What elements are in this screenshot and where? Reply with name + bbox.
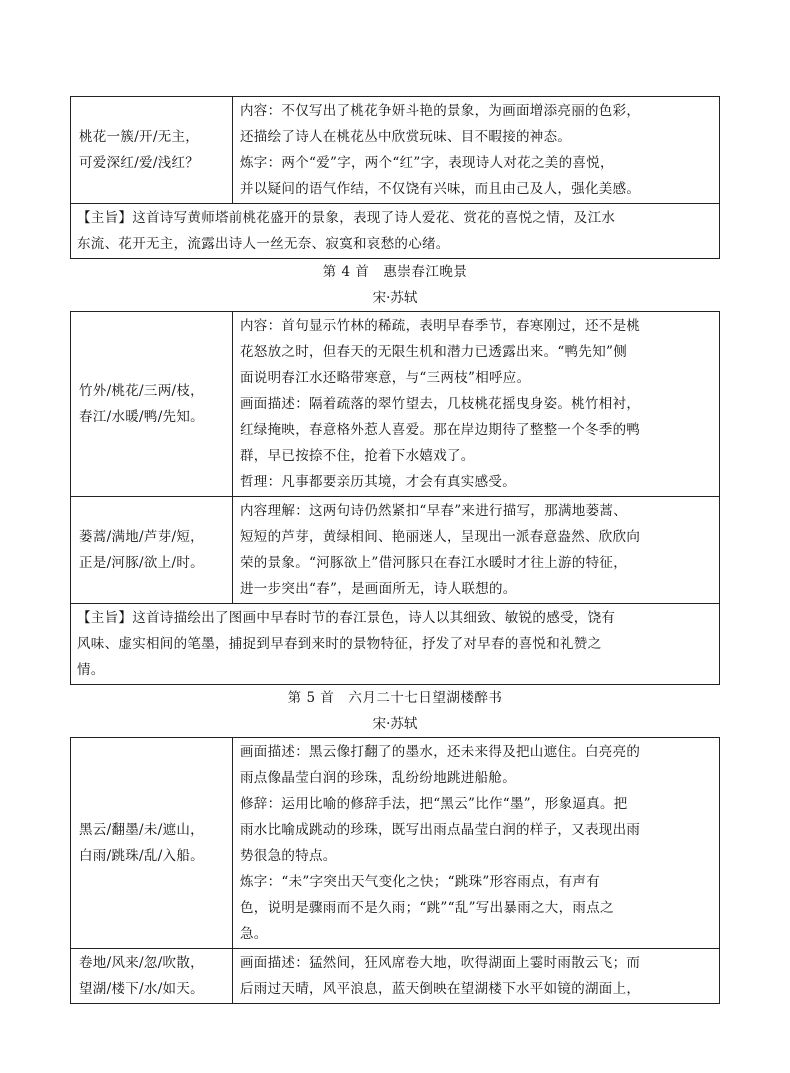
analysis-line: 还描绘了诗人在桃花丛中欣赏玩味、目不暇接的神态。 <box>240 129 572 145</box>
poem-title: 第 4 首 惠崇春江晚景 <box>322 264 468 280</box>
verse-line: 桃花一簇/开/无主， <box>79 129 200 145</box>
table-row <box>71 949 720 1004</box>
analysis-line: 红绿掩映，春意格外惹人喜爱。那在岸边期待了整整一个冬季的鸭 <box>240 422 641 438</box>
analysis-line: 内容：不仅写出了桃花争妍斗艳的景象，为画面增添亮丽的色彩， <box>240 103 641 119</box>
analysis-line: 画面描述：猛然间，狂风席卷大地，吹得湖面上霎时雨散云飞；而 <box>240 955 641 971</box>
theme-line: 【主旨】这首诗描绘出了图画中早春时节的春江景色，诗人以其细致、敏锐的感受，饶有 <box>77 610 616 626</box>
analysis-line: 急。 <box>240 926 268 942</box>
poem5-table <box>70 737 720 1004</box>
analysis-line: 进一步突出“春”，是画面所无，诗人联想的。 <box>240 581 517 597</box>
analysis-line: 群，早已按捺不住，抢着下水嬉戏了。 <box>240 448 475 464</box>
analysis-line: 势很急的特点。 <box>240 848 337 864</box>
verse-line: 正是/河豚/欲上/时。 <box>79 555 204 571</box>
theme-line: 风味、虚实相间的笔墨，捕捉到早春到来时的景物特征，抒发了对早春的喜悦和礼赞之 <box>77 636 602 652</box>
table-row <box>71 497 720 604</box>
analysis-line: 荣的景象。“河豚欲上”借河豚只在春江水暖时才往上游的特征， <box>240 555 628 571</box>
theme-line: 情。 <box>77 662 105 678</box>
analysis-cell <box>233 312 720 497</box>
verse-line: 望湖/楼下/水/如天。 <box>79 981 204 997</box>
analysis-line: 炼字：两个“爱”字，两个“红”字，表现诗人对花之美的喜悦， <box>240 155 614 171</box>
verse-line: 卷地/风来/忽/吹散， <box>79 955 204 971</box>
poem-title: 第 5 首 六月二十七日望湖楼醉书 <box>287 690 503 706</box>
verse-line: 可爱深红/爱/浅红？ <box>79 155 200 171</box>
table-row <box>71 97 720 204</box>
analysis-line: 画面描述：黑云像打翻了的墨水，还未来得及把山遮住。白亮亮的 <box>240 744 641 760</box>
theme-line: 【主旨】这首诗写黄师塔前桃花盛开的景象，表现了诗人爱花、赏花的喜悦之情，及江水 <box>77 210 616 226</box>
theme-row <box>71 604 720 685</box>
verse-cell <box>71 738 233 949</box>
theme-cell <box>71 204 720 259</box>
table-row <box>71 738 720 949</box>
poem-author: 宋·苏轼 <box>372 716 418 732</box>
verse-line: 春江/水暖/鸭/先知。 <box>79 409 204 425</box>
verse-cell <box>71 497 233 604</box>
theme-line: 东流、花开无主，流露出诗人一丝无奈、寂寞和哀愁的心绪。 <box>77 236 450 252</box>
poem4-table <box>70 311 720 685</box>
verse-cell <box>71 312 233 497</box>
analysis-line: 雨水比喻成跳动的珍珠，既写出雨点晶莹白润的样子，又表现出雨 <box>240 822 641 838</box>
analysis-cell <box>233 738 720 949</box>
verse-cell <box>71 949 233 1004</box>
theme-row <box>71 204 720 259</box>
analysis-cell <box>233 497 720 604</box>
analysis-line: 并以疑问的语气作结，不仅饶有兴味，而且由己及人，强化美感。 <box>240 181 641 197</box>
document-page <box>70 96 720 1004</box>
analysis-cell <box>233 97 720 204</box>
table-row <box>71 312 720 497</box>
analysis-line: 后雨过天晴，风平浪息，蓝天倒映在望湖楼下水平如镜的湖面上， <box>240 981 641 997</box>
verse-line: 白雨/跳珠/乱/入船。 <box>79 848 204 864</box>
verse-line: 蒌蒿/满地/芦芽/短， <box>79 529 204 545</box>
analysis-line: 修辞：运用比喻的修辞手法，把“黑云”比作“墨”，形象逼真。把 <box>240 796 628 812</box>
verse-line: 竹外/桃花/三两/枝， <box>79 383 204 399</box>
poem3-table <box>70 96 720 259</box>
verse-cell <box>71 97 233 204</box>
analysis-line: 内容理解：这两句诗仍然紧扣“早春”来进行描写，那满地蒌蒿、 <box>240 503 628 519</box>
analysis-line: 画面描述：隔着疏落的翠竹望去，几枝桃花摇曳身姿。桃竹相衬， <box>240 396 641 412</box>
analysis-line: 花怒放之时，但春天的无限生机和潜力已透露出来。“鸭先知”侧 <box>240 344 628 360</box>
analysis-line: 炼字：“未”字突出天气变化之快；“跳珠”形容雨点，有声有 <box>240 874 601 890</box>
analysis-line: 短短的芦芽，黄绿相间、艳丽迷人，呈现出一派春意盎然、欣欣向 <box>240 529 641 545</box>
verse-line: 黑云/翻墨/未/遮山， <box>79 822 204 838</box>
poem-author: 宋·苏轼 <box>372 290 418 306</box>
analysis-line: 面说明春江水还略带寒意，与“三两枝”相呼应。 <box>240 370 531 386</box>
analysis-line: 哲理：凡事都要亲历其境，才会有真实感受。 <box>240 474 516 490</box>
analysis-line: 色，说明是骤雨而不是久雨；“跳”“乱”写出暴雨之大，雨点之 <box>240 900 614 916</box>
analysis-cell <box>233 949 720 1004</box>
analysis-line: 雨点像晶莹白润的珍珠，乱纷纷地跳进船舱。 <box>240 770 516 786</box>
analysis-line: 内容：首句显示竹林的稀疏，表明早春季节，春寒刚过，还不是桃 <box>240 318 641 334</box>
theme-cell <box>71 604 720 685</box>
